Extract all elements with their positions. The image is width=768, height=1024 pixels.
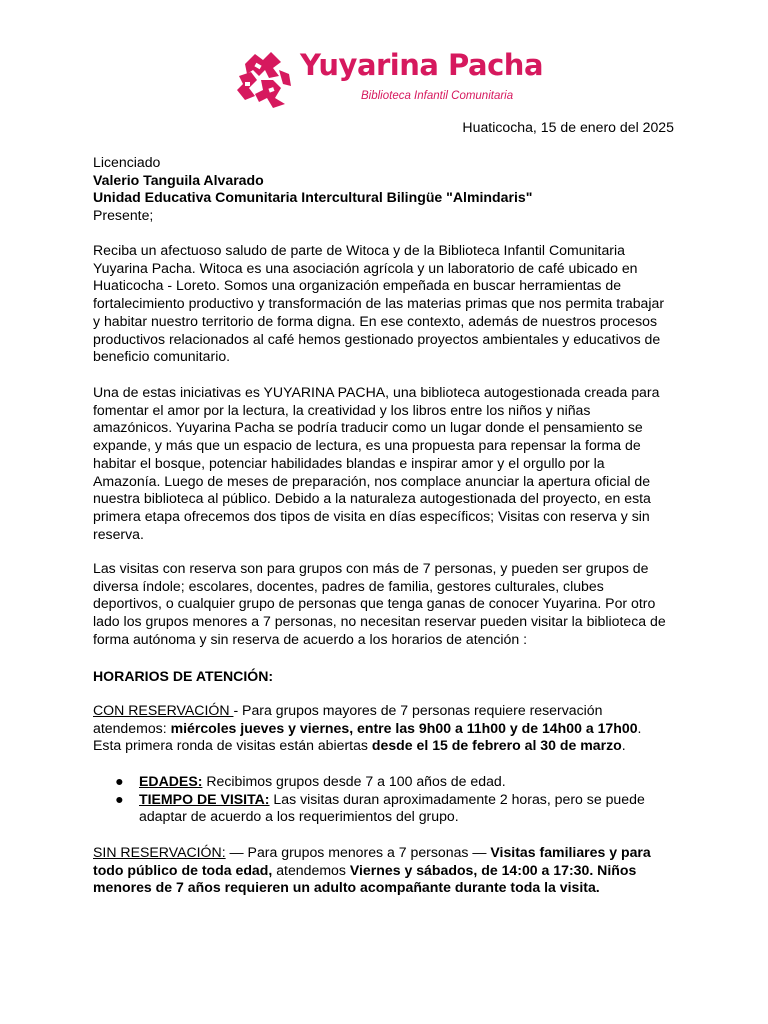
bullet-list (93, 773, 683, 826)
bullet-text: Recibimos grupos desde 7 a 100 años de edad. (202, 773, 506, 789)
bullet-icon: ● (115, 773, 124, 789)
paragraph-line: Una de estas iniciativas es YUYARINA PACHA, una biblioteca autogestionada creada para (93, 384, 660, 400)
schedule-heading (93, 668, 683, 686)
with-reservation-desc: - Para grupos mayores de 7 personas requiere reservación (233, 702, 603, 718)
with-reservation-section (93, 702, 683, 755)
reservation-period: desde el 15 de febrero al 30 de marzo (371, 737, 622, 754)
reservation-days-suffix: . (637, 719, 642, 736)
recipient-title: Licenciado (93, 154, 161, 170)
bullet-text: Las visitas duran aproximadamente 2 horas, pero se puede (269, 790, 645, 807)
paragraph-line: Yuyarina Pacha. Witoca es una asociación agrícola y un laboratorio de café ubicado en (93, 259, 638, 276)
paragraph-line: reserva. (93, 525, 144, 542)
bullet-text-continued: adaptar de acuerdo a los requerimientos del grupo. (139, 808, 459, 825)
bullet-label: EDADES: (139, 773, 203, 789)
paragraph-line: Amazonía. Luego de meses de preparación, nos complace anunciar la apertura oficial de (93, 472, 651, 489)
with-reservation-label: CON RESERVACIÓN (93, 702, 234, 718)
reservation-period-prefix: Esta primera ronda de visitas están abiertas (93, 737, 372, 754)
without-reservation-audience: todo público de toda edad, (93, 861, 273, 878)
paragraph-line: Huaticocha - Loreto. Somos una organización empeñada en buscar herramientas de (93, 277, 622, 294)
paragraph-line: y habitar nuestro territorio de forma digna. En ese contexto, además de nuestros procesos (93, 312, 658, 329)
paragraph-line: forma autónoma y sin reserva de acuerdo a los horarios de atención : (93, 630, 528, 647)
paragraph-line: lado los grupos menores a 7 personas, no necesitan reservar pueden visitar la biblioteca de (93, 613, 666, 630)
without-reservation-section (93, 844, 683, 897)
without-reservation-desc: — Para grupos menores a 7 personas — (225, 844, 491, 860)
paragraph-line: amazónicos. Yuyarina Pacha se podría traducir como un lugar donde el pensamiento se (93, 419, 643, 436)
paragraph-line: nuestra biblioteca al público. Debido a la naturaleza autogestionada del proyecto, en esta (93, 490, 651, 507)
logo-subtitle: Biblioteca Infantil Comunitaria (361, 90, 514, 102)
without-reservation-attend: atendemos (272, 861, 350, 878)
list-item (93, 791, 683, 826)
paragraph-line: fortalecimiento productivo y transformación de las materias primas que nos permita trabajar (93, 295, 665, 312)
paragraph-line: productivos relacionados al café hemos gestionado proyectos ambientales y educativos de (93, 330, 661, 347)
without-reservation-label: SIN RESERVACIÓN: (93, 844, 226, 860)
logo (233, 46, 543, 110)
recipient-name: Valerio Tanguila Alvarado (93, 171, 264, 188)
paragraph-line: diversa índole; escolares, docentes, padres de familia, gestores culturales, clubes (93, 577, 604, 594)
date-line: Huaticocha, 15 de enero del 2025 (462, 119, 674, 135)
reservation-period-suffix: . (621, 737, 626, 754)
without-reservation-note: menores de 7 años requieren un adulto acompañante durante toda la visita. (93, 879, 600, 896)
recipient-closing: Presente; (93, 207, 154, 224)
paragraph-line: Reciba un afectuoso saludo de parte de Witoca y de la Biblioteca Infantil Comunitaria (93, 242, 625, 258)
paragraph-line: expande, y más que un espacio de lectura, es una propuesta para repensar la forma de (93, 437, 641, 454)
paragraph-line: beneficio comunitario. (93, 348, 231, 365)
schedule-heading-text: HORARIOS DE ATENCIÓN: (93, 668, 274, 684)
paragraph-line: fomentar el amor por la lectura, la creatividad y los libros entre los niños y niñas (93, 401, 591, 418)
without-reservation-highlight: Visitas familiares y para (490, 844, 651, 860)
paragraph-project (93, 384, 683, 543)
list-item (93, 773, 683, 791)
recipient-institution: Unidad Educativa Comunitaria Intercultural Bilingüe "Almindaris" (93, 189, 533, 206)
yuyarina-logo-icon (233, 50, 295, 110)
reservation-days: miércoles jueves y viernes, entre las 9h00 a 11h00 y de 14h00 a 17h00 (170, 719, 638, 736)
paragraph-line: deportivos, o cualquier grupo de personas que tenga ganas de conocer Yuyarina. Por otro (93, 595, 656, 612)
reservation-days-prefix: atendemos: (93, 719, 171, 736)
paragraph-line: habitar el bosque, potenciar habilidades blandas e inspirar amor y el orgullo por la (93, 454, 605, 471)
recipient-block (93, 154, 683, 225)
bullet-icon: ● (115, 790, 124, 807)
paragraph-line: Las visitas con reserva son para grupos con más de 7 personas, y pueden ser grupos de (93, 560, 649, 576)
paragraph-line: primera etapa ofrecemos dos tipos de visita en días específicos; Visitas con reserva y sin (93, 507, 650, 524)
bullet-label: TIEMPO DE VISITA: (139, 790, 270, 807)
logo-title: Yuyarina Pacha (300, 48, 544, 82)
paragraph-intro (93, 242, 683, 366)
paragraph-visits (93, 560, 683, 649)
without-reservation-days: Viernes y sábados, de 14:00 a 17:30. Niños (349, 861, 637, 878)
